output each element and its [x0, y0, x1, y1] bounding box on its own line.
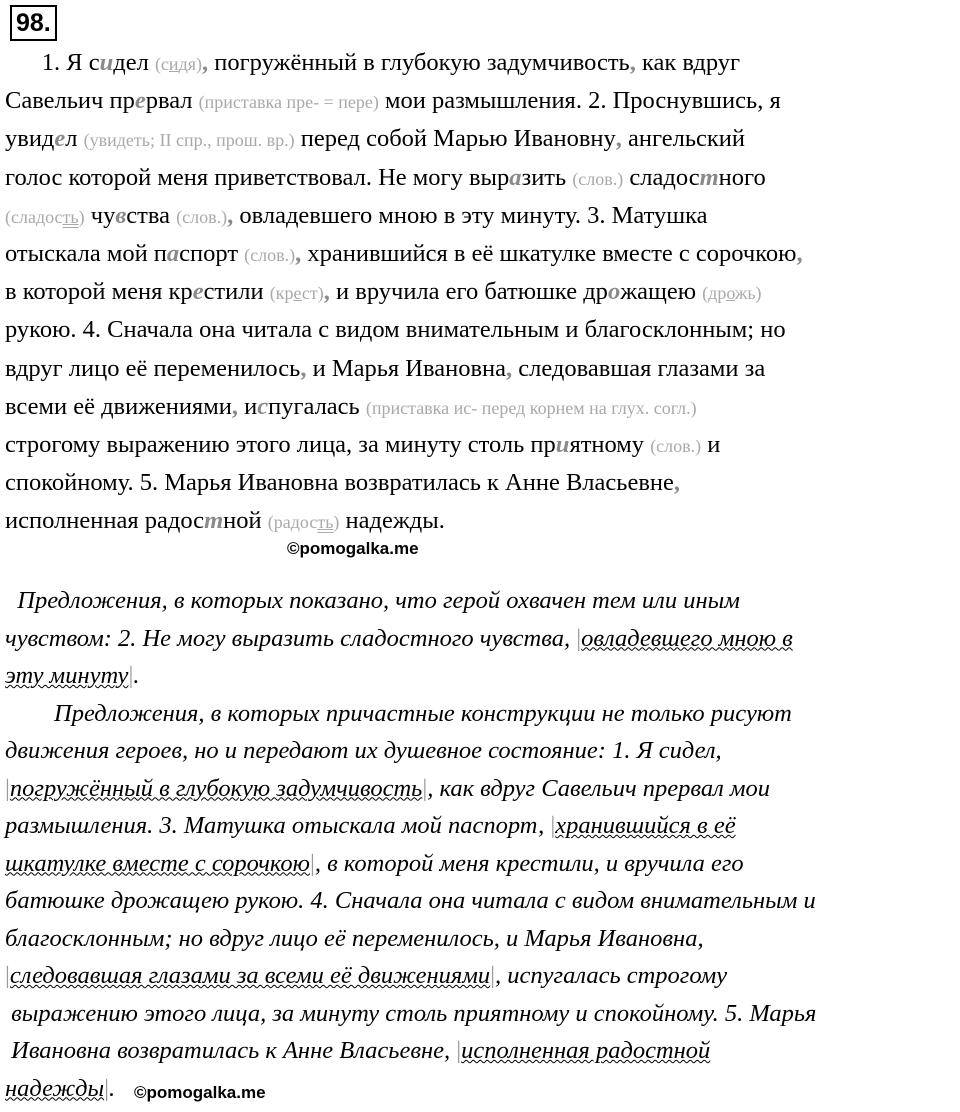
analysis-line: [5, 882, 955, 920]
text-segment: чувством: 2. Не могу выразить сладостного чувства,: [5, 624, 577, 652]
text-segment: ,: [300, 354, 307, 382]
analysis-line: [5, 657, 955, 695]
text-segment: надежды.: [339, 507, 445, 535]
text-segment: |: [490, 962, 496, 989]
text-segment: Предложения, в которых причастные конструкции не только рисуют: [5, 699, 792, 727]
text-segment: и: [168, 54, 179, 74]
text-segment: шкатулке вместе с сорочкою: [5, 849, 310, 877]
text-segment: и: [701, 430, 721, 458]
text-segment: жащею: [620, 278, 703, 306]
text-segment: (радос: [267, 512, 318, 533]
text-line: [5, 120, 950, 158]
text-segment: (приставка пре- = пере): [198, 92, 379, 113]
text-segment: (слов.): [572, 168, 624, 189]
text-segment: Савельич пр: [5, 87, 135, 115]
text-segment: ,: [673, 469, 680, 497]
text-line: [5, 159, 950, 197]
text-segment: благосклонным; но вдруг лицо её переменилось, и Марья Ивановна,: [5, 924, 704, 952]
text-segment: спокойному. 5. Марья Ивановна возвратилась к Анне Власьевне: [5, 469, 674, 497]
text-segment: ,: [231, 392, 238, 420]
text-segment: следовавшая глазами за всеми её движениями: [9, 962, 491, 989]
text-segment: |: [5, 774, 10, 802]
text-segment: исполненная радос: [5, 507, 205, 535]
text-segment: |: [104, 1074, 110, 1102]
text-segment: |: [576, 624, 582, 652]
text-segment: стили: [203, 278, 270, 306]
text-segment: рвал: [145, 87, 199, 115]
exercise-text: [5, 44, 950, 540]
analysis-line: [5, 957, 955, 995]
text-segment: надежды: [5, 1074, 105, 1102]
text-segment: увид: [5, 125, 55, 153]
analysis-line: [5, 770, 955, 808]
text-segment: (слов.): [176, 206, 228, 227]
text-segment: е: [192, 278, 204, 306]
text-segment: , как вдруг Савельич прервал мои: [427, 774, 771, 802]
text-segment: (слов.): [244, 244, 296, 265]
text-segment: вдруг лицо её переменилось: [5, 354, 301, 382]
analysis-line: [5, 732, 955, 770]
text-segment: в которой меня кр: [5, 278, 193, 306]
text-segment: ,: [629, 49, 636, 76]
text-segment: л: [65, 125, 84, 153]
text-segment: ть: [317, 512, 334, 533]
text-segment: движения героев, но и передают их душевное состояние: 1. Я сидел,: [5, 737, 722, 764]
text-segment: батюшке дрожащею рукою. 4. Сначала она читала с видом внимательным и: [5, 887, 816, 914]
text-segment: и: [99, 49, 114, 76]
text-segment: |: [550, 812, 556, 839]
text-line: [5, 350, 950, 388]
text-segment: сладос: [623, 163, 700, 191]
text-line: [5, 388, 950, 426]
text-segment: ): [78, 206, 85, 227]
text-line: [5, 197, 950, 235]
text-segment: ,: [202, 49, 209, 76]
analysis-line: [5, 995, 955, 1033]
text-segment: т: [204, 507, 224, 535]
text-line: [5, 311, 950, 349]
text-segment: перед собой Марью Ивановну: [294, 125, 616, 153]
analysis-line: [5, 807, 955, 845]
text-segment: размышления. 3. Матушка отыскала мой паспорт,: [5, 812, 551, 839]
text-segment: зить: [521, 163, 573, 191]
text-segment: как вдруг: [635, 49, 741, 76]
text-segment: ятному: [569, 430, 651, 458]
text-segment: строгому выражению этого лица, за минуту столь пр: [5, 430, 556, 458]
text-segment: отыскала мой п: [5, 239, 167, 267]
analysis-line: [5, 582, 955, 620]
text-segment: овладевшего мною в: [581, 624, 793, 652]
text-segment: дел: [113, 49, 155, 76]
text-segment: Предложения, в которых показано, что герой охвачен тем или иным: [5, 587, 740, 614]
text-segment: 1. Я с: [5, 49, 100, 76]
text-segment: е: [134, 87, 146, 115]
text-line: [5, 502, 950, 540]
analysis-line: [5, 845, 955, 883]
text-segment: ,: [295, 239, 302, 267]
text-segment: (увидеть; II спр., прош. вр.): [83, 130, 295, 151]
text-segment: о: [607, 278, 621, 306]
watermark: ©pomogalka.me: [287, 539, 419, 558]
analysis-line: [5, 695, 955, 733]
text-segment: и: [555, 430, 570, 458]
text-segment: исполненная радостной: [461, 1037, 711, 1064]
text-segment: |: [5, 962, 10, 989]
text-segment: ,: [506, 354, 513, 382]
text-line: [5, 44, 950, 82]
text-segment: ангельский: [621, 125, 746, 153]
text-segment: (с: [154, 54, 169, 74]
text-segment: ной: [223, 507, 268, 535]
text-line: [5, 273, 950, 311]
text-segment: в: [115, 201, 127, 229]
text-segment: |: [422, 774, 428, 802]
text-segment: рукою. 4. Сначала она читала с видом внимательным и благосклонным; но: [5, 316, 786, 344]
text-segment: (приставка ис- перед корнем на глух. согл.): [365, 397, 697, 418]
text-segment: , в которой меня крестили, и вручила его: [314, 849, 744, 877]
analysis-line: [5, 620, 955, 658]
text-segment: голос которой меня приветствовал. Не могу выр: [5, 163, 510, 191]
analysis-line: [5, 920, 955, 958]
text-segment: чу: [84, 201, 116, 229]
text-segment: |: [309, 849, 315, 877]
text-segment: .: [133, 662, 140, 689]
text-segment: мои размышления. 2. Проснувшись, я: [378, 87, 781, 115]
text-segment: следовавшая глазами за: [512, 354, 766, 382]
text-segment: ,: [796, 239, 803, 267]
analysis-text: [5, 582, 955, 1107]
text-segment: эту минуту: [5, 662, 129, 689]
text-segment: дя): [178, 54, 202, 74]
text-segment: погружённый в глубокую задумчивость: [9, 774, 423, 802]
text-segment: хранившийся в её шкатулке вместе с сорочкою: [301, 239, 797, 267]
text-segment: ства: [126, 201, 177, 229]
text-segment: и Марья Ивановна: [306, 354, 507, 382]
text-segment: (слов.): [650, 435, 702, 456]
text-line: [5, 464, 950, 502]
text-segment: .: [109, 1074, 116, 1102]
text-segment: (кр: [269, 283, 294, 304]
text-segment: (др: [702, 283, 727, 304]
text-segment: ст): [301, 283, 324, 304]
text-segment: пугалась: [268, 392, 366, 420]
text-segment: и: [237, 392, 258, 420]
text-segment: а: [166, 239, 180, 267]
text-segment: жь): [734, 283, 762, 304]
text-segment: о: [726, 283, 735, 304]
text-segment: ,: [227, 201, 234, 229]
text-line: [5, 426, 950, 464]
text-line: [5, 82, 950, 120]
text-segment: ,: [323, 278, 330, 306]
text-segment: Ивановна возвратилась к Анне Власьевне,: [5, 1037, 457, 1064]
text-segment: всеми её движениями: [5, 392, 232, 420]
text-segment: (сладос: [5, 206, 63, 227]
text-segment: |: [456, 1037, 462, 1064]
text-segment: и вручила его батюшке др: [329, 278, 608, 306]
watermark-bottom: ©pomogalka.me: [134, 1083, 266, 1102]
exercise-number: 98.: [10, 5, 57, 41]
text-segment: хранившийся в её: [555, 812, 736, 839]
text-segment: , испугалась строгому: [495, 962, 728, 989]
text-segment: е: [54, 125, 66, 153]
text-segment: т: [699, 163, 719, 191]
text-line: [5, 235, 950, 273]
text-segment: ): [333, 512, 340, 533]
analysis-line: [5, 1032, 955, 1070]
text-segment: погружённый в глубокую задумчивость: [208, 49, 630, 76]
text-segment: ть: [62, 206, 79, 227]
text-segment: овладевшего мною в эту минуту. 3. Матушка: [233, 201, 708, 229]
text-segment: с: [257, 392, 269, 420]
text-segment: е: [293, 283, 302, 304]
text-segment: выражению этого лица, за минуту столь приятному и спокойному. 5. Марья: [5, 999, 817, 1027]
text-segment: ,: [615, 125, 622, 153]
text-segment: а: [509, 163, 522, 191]
text-segment: спорт: [179, 239, 245, 267]
text-segment: ного: [718, 163, 766, 191]
text-segment: |: [128, 662, 134, 689]
